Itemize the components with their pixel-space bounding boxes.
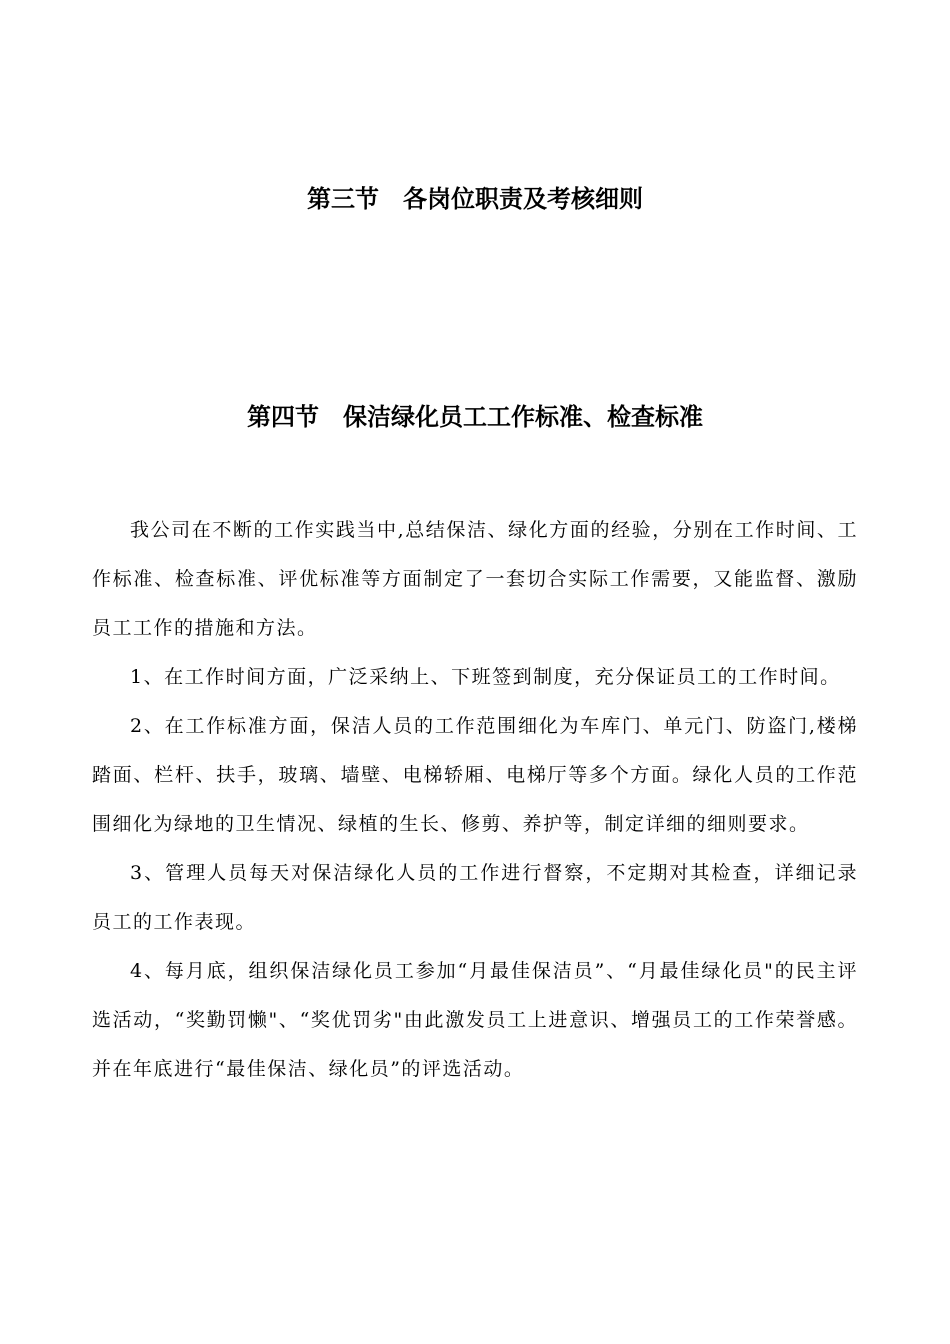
paragraph-work-time: 1、在工作时间方面，广泛采纳上、下班签到制度，充分保证员工的工作时间。 [130,666,841,688]
body-text [92,506,858,1094]
section-heading-3: 第三节 各岗位职责及考核细则 [307,185,643,213]
paragraph-evaluation: 4、每月底，组织保洁绿化员工参加“月最佳保洁员”、“月最佳绿化员"的民主评选活动，“奖勤罚懒"、“奖优罚劣"由此激发员工上进意识、增强员工的工作荣誉感。并在年底进行“最佳保洁、绿化员”的评选活动。 [92,960,858,1080]
intro-paragraph: 我公司在不断的工作实践当中,总结保洁、绿化方面的经验，分别在工作时间、工作标准、检查标准、评优标准等方面制定了一套切合实际工作需要，又能监督、激励员工工作的措施和方法。 [92,519,858,639]
paragraph-inspection: 3、管理人员每天对保洁绿化人员的工作进行督察，不定期对其检查，详细记录员工的工作表现。 [92,862,858,933]
paragraph-work-standard: 2、在工作标准方面，保洁人员的工作范围细化为车库门、单元门、防盗门,楼梯踏面、栏杆、扶手，玻璃、墙壁、电梯轿厢、电梯厅等多个方面。绿化人员的工作范围细化为绿地的卫生情况、绿植的生长、修剪、养护等，制定详细的细则要求。 [92,715,858,835]
section-heading-4: 第四节 保洁绿化员工工作标准、检查标准 [247,403,703,431]
